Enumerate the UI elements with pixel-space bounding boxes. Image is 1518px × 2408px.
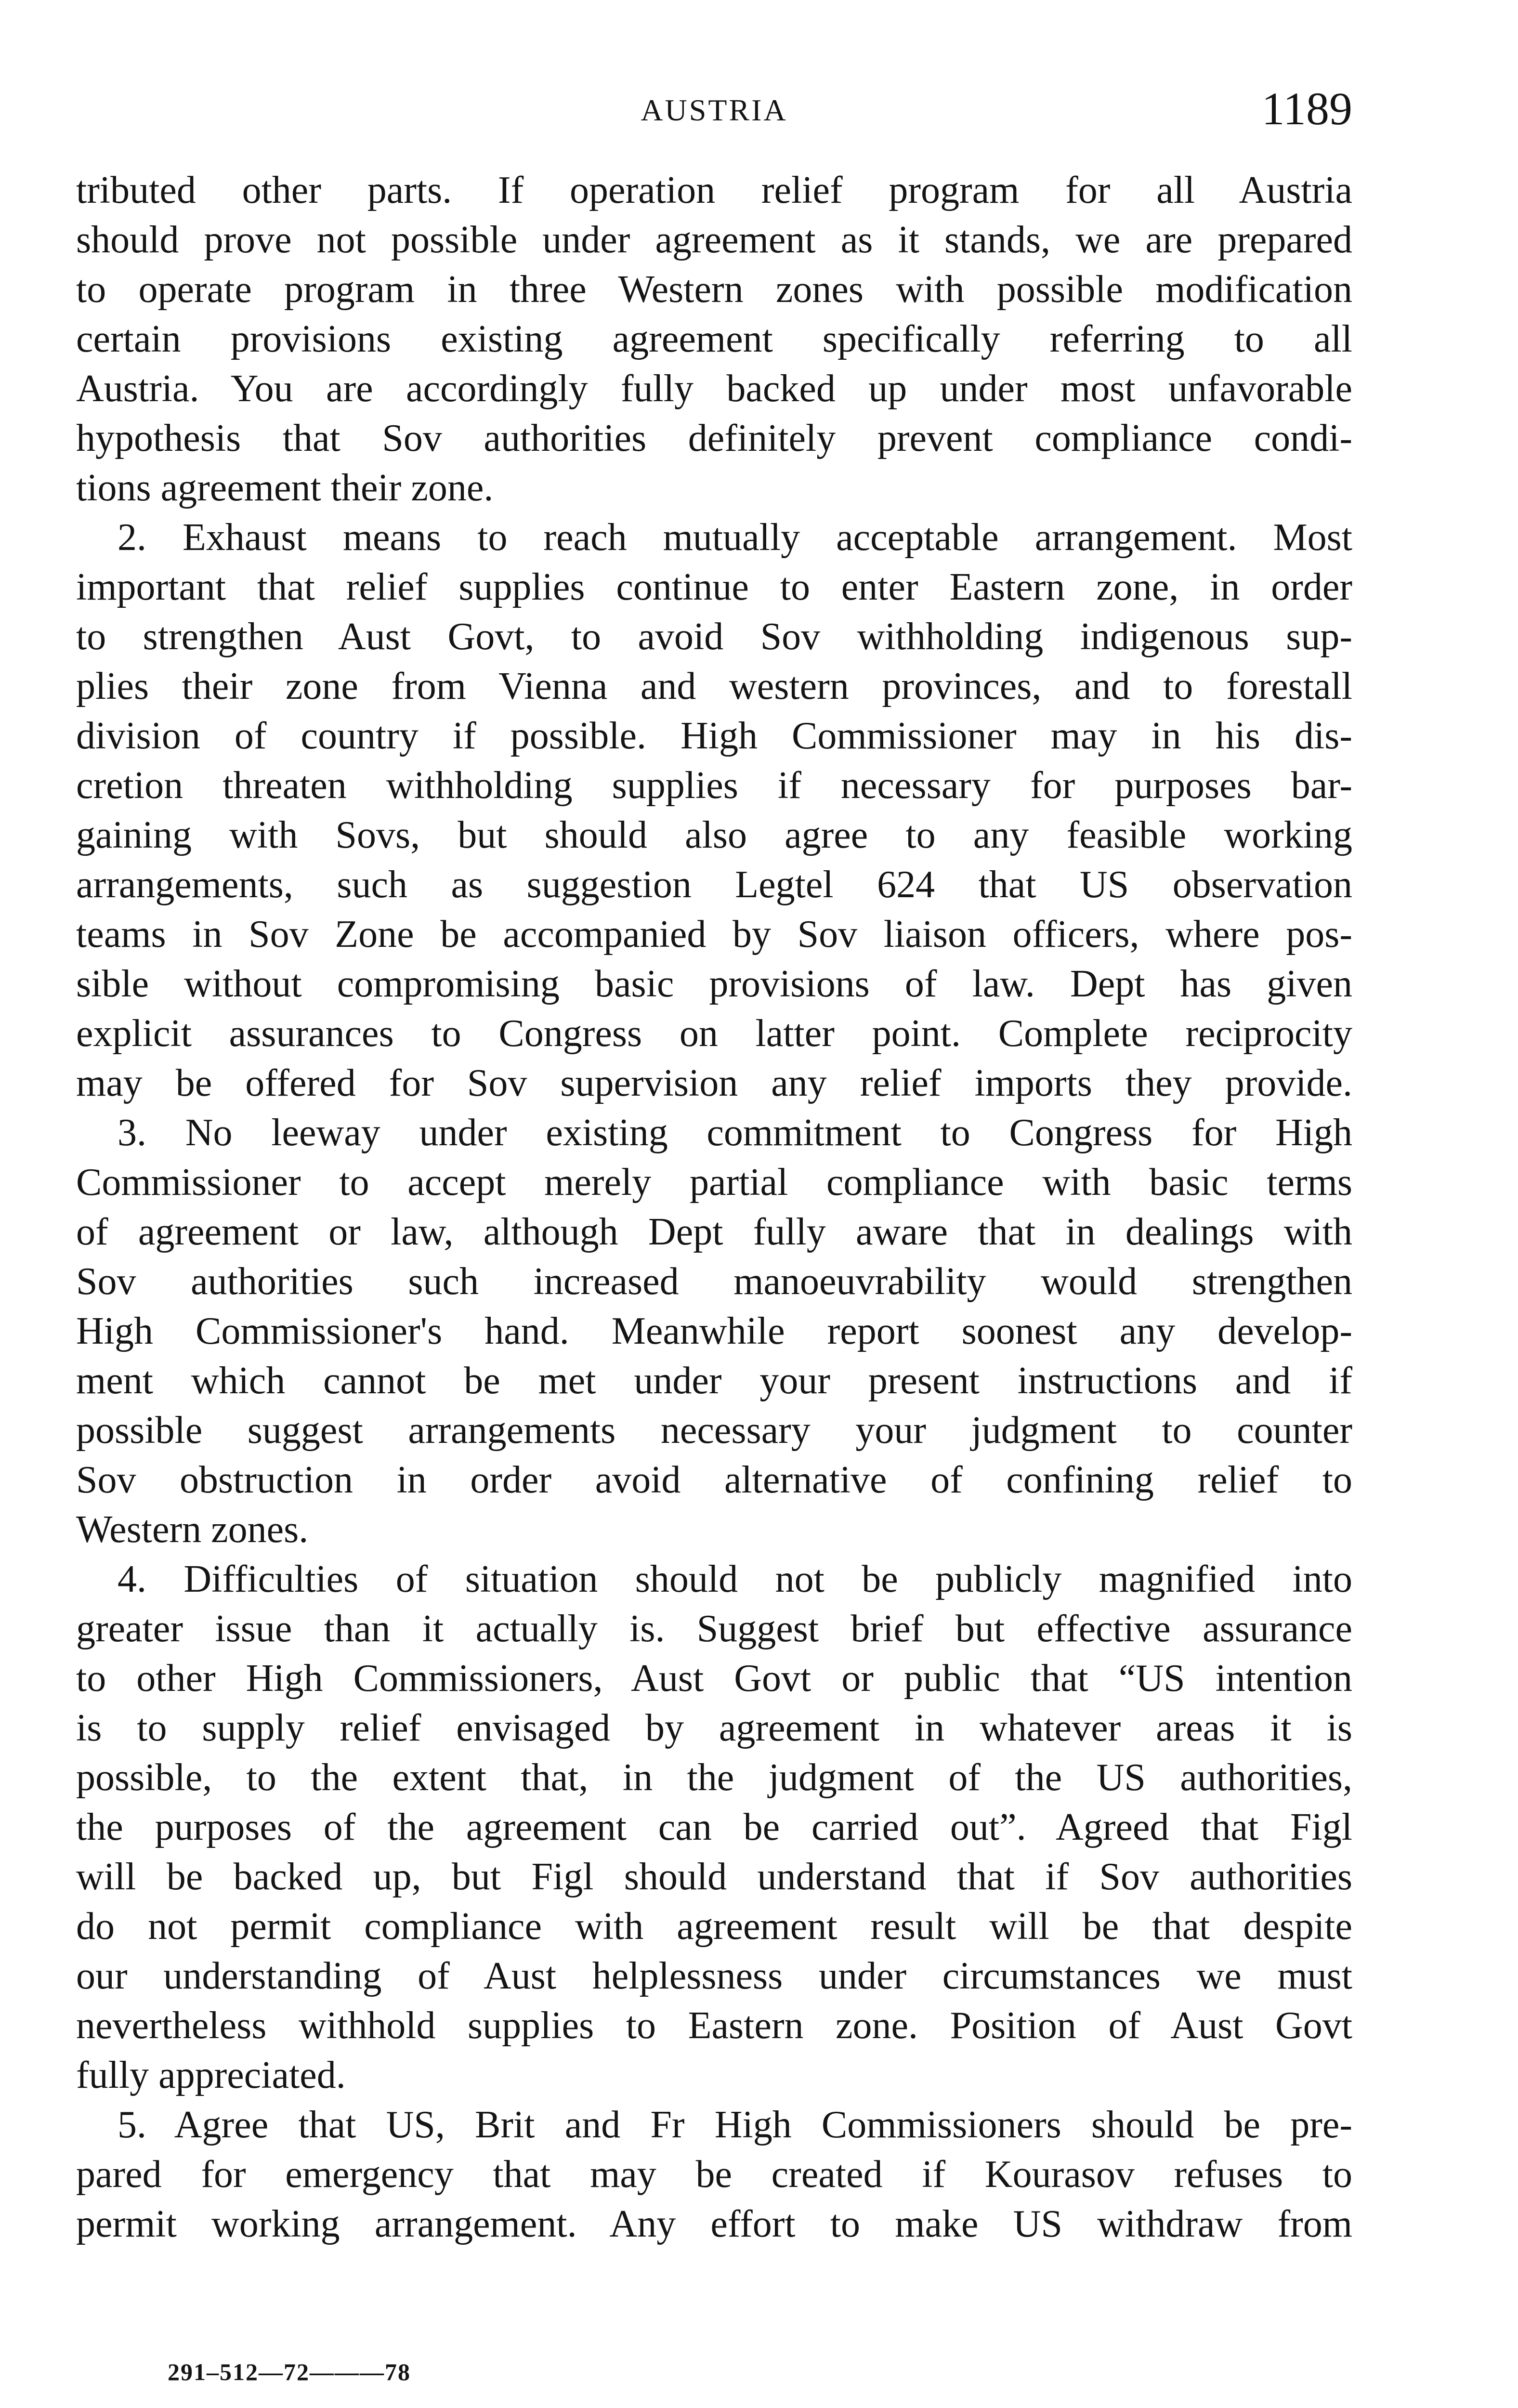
body-text <box>76 166 1352 2249</box>
text-line: to strengthen Aust Govt, to avoid Sov withholding indigenous sup- <box>76 615 1352 658</box>
text-line: Austria. You are accordingly fully backed up under most unfavorable <box>76 367 1352 410</box>
text-line: the purposes of the agreement can be carried out”. Agreed that Figl <box>76 1806 1352 1848</box>
text-line: Sov obstruction in order avoid alternative of confining relief to <box>76 1459 1352 1501</box>
paragraph-2-start: 2. Exhaust means to reach mutually acceptable arrangement. Most <box>118 516 1352 559</box>
text-line: nevertheless withhold supplies to Eastern zone. Position of Aust Govt <box>76 2004 1352 2047</box>
text-line: fully appreciated. <box>76 2054 346 2096</box>
text-line: possible, to the extent that, in the judgment of the US authorities, <box>76 1756 1352 1799</box>
paragraph-4-start: 4. Difficulties of situation should not be publicly magnified into <box>118 1558 1352 1600</box>
text-line: will be backed up, but Figl should understand that if Sov authorities <box>76 1856 1352 1898</box>
page-number: 1189 <box>1261 83 1352 134</box>
running-head: AUSTRIA <box>641 93 788 127</box>
text-line: tions agreement their zone. <box>76 467 494 509</box>
text-line: is to supply relief envisaged by agreement in whatever areas it is <box>76 1707 1352 1749</box>
text-line: Commissioner to accept merely partial compliance with basic terms <box>76 1161 1352 1204</box>
text-line: certain provisions existing agreement specifically referring to all <box>76 318 1352 360</box>
text-line: teams in Sov Zone be accompanied by Sov liaison officers, where pos- <box>76 913 1352 955</box>
text-line: Sov authorities such increased manoeuvrability would strengthen <box>76 1260 1352 1303</box>
text-line: High Commissioner's hand. Meanwhile report soonest any develop- <box>76 1310 1352 1352</box>
text-line: important that relief supplies continue to enter Eastern zone, in order <box>76 566 1352 608</box>
text-line: possible suggest arrangements necessary your judgment to counter <box>76 1409 1352 1452</box>
text-line: of agreement or law, although Dept fully aware that in dealings with <box>76 1211 1352 1253</box>
text-line: arrangements, such as suggestion Legtel 624 that US observation <box>76 864 1352 906</box>
text-line: to operate program in three Western zones with possible modification <box>76 268 1352 311</box>
text-line: ment which cannot be met under your present instructions and if <box>76 1360 1352 1402</box>
printer-code: 291–512—72———78 <box>168 2358 411 2385</box>
text-line: plies their zone from Vienna and western provinces, and to forestall <box>76 665 1352 707</box>
page-header <box>76 82 1352 140</box>
text-line: explicit assurances to Congress on latter point. Complete reciprocity <box>76 1012 1352 1055</box>
text-line: permit working arrangement. Any effort to make US withdraw from <box>76 2203 1352 2245</box>
text-line: may be offered for Sov supervision any relief imports they provide. <box>76 1062 1352 1104</box>
text-line: do not permit compliance with agreement result will be that despite <box>76 1905 1352 1948</box>
text-line: sible without compromising basic provisions of law. Dept has given <box>76 963 1352 1005</box>
text-line: our understanding of Aust helplessness under circumstances we must <box>76 1955 1352 1997</box>
text-line: to other High Commissioners, Aust Govt or public that “US intention <box>76 1657 1352 1700</box>
text-line: should prove not possible under agreement as it stands, we are prepared <box>76 219 1352 261</box>
text-line: hypothesis that Sov authorities definitely prevent compliance condi- <box>76 417 1352 459</box>
text-line: pared for emergency that may be created if Kourasov refuses to <box>76 2153 1352 2196</box>
paragraph-3-start: 3. No leeway under existing commitment to Congress for High <box>118 1112 1352 1154</box>
paragraph-5-start: 5. Agree that US, Brit and Fr High Commissioners should be pre- <box>118 2104 1352 2146</box>
text-line: greater issue than it actually is. Suggest brief but effective assurance <box>76 1608 1352 1650</box>
text-line: gaining with Sovs, but should also agree to any feasible working <box>76 814 1352 856</box>
text-line: Western zones. <box>76 1508 309 1551</box>
text-line: tributed other parts. If operation relief program for all Austria <box>76 169 1352 211</box>
text-line: division of country if possible. High Commissioner may in his dis- <box>76 715 1352 757</box>
text-line: cretion threaten withholding supplies if necessary for purposes bar- <box>76 764 1352 807</box>
